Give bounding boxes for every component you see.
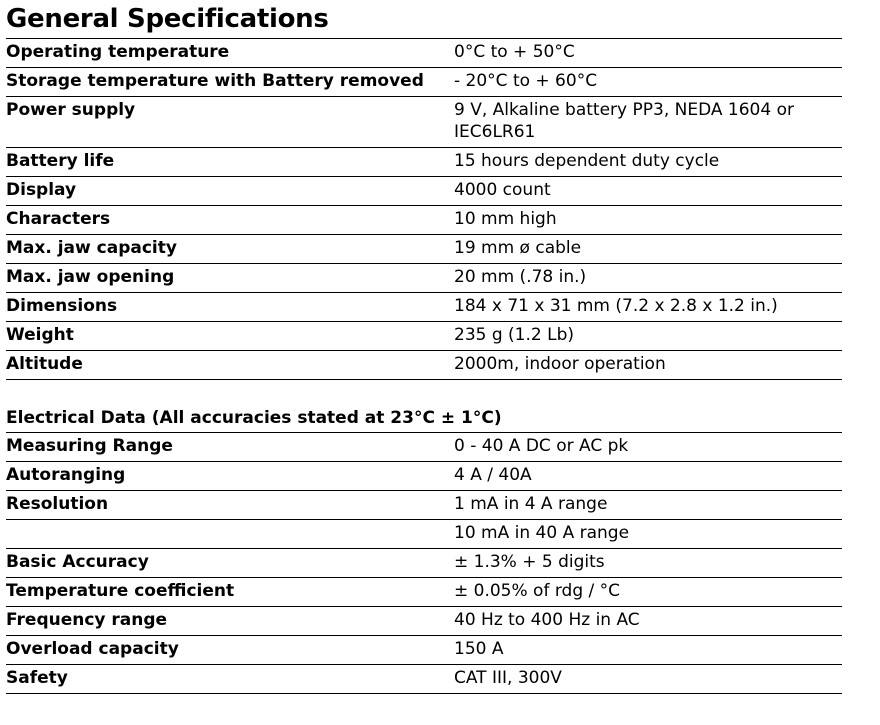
table-row	[6, 68, 842, 97]
table-row	[6, 491, 842, 520]
spec-value: ± 1.3% + 5 digits	[446, 549, 842, 578]
spec-label: Overload capacity	[6, 636, 446, 665]
table-row	[6, 549, 842, 578]
spec-label: Battery life	[6, 148, 446, 177]
table-row	[6, 97, 842, 148]
table-row	[6, 636, 842, 665]
electrical-data-table	[6, 432, 842, 694]
spec-value: ± 0.05% of rdg / °C	[446, 578, 842, 607]
spec-label: Max. jaw capacity	[6, 235, 446, 264]
spec-value: 4000 count	[446, 177, 842, 206]
spec-value: 9 V, Alkaline battery PP3, NEDA 1604 or IEC6LR61	[446, 97, 842, 148]
spec-label: Temperature coefficient	[6, 578, 446, 607]
general-specifications-table	[6, 38, 842, 380]
table-row	[6, 433, 842, 462]
table-row	[6, 520, 842, 549]
table-row	[6, 39, 842, 68]
spec-label: Max. jaw opening	[6, 264, 446, 293]
general-specifications-title: General Specifications	[6, 4, 329, 34]
spec-value: - 20°C to + 60°C	[446, 68, 842, 97]
table-row	[6, 206, 842, 235]
spec-label: Storage temperature with Battery removed	[6, 68, 446, 97]
table-row	[6, 293, 842, 322]
spec-value: 15 hours dependent duty cycle	[446, 148, 842, 177]
spec-value: 0 - 40 A DC or AC pk	[446, 433, 842, 462]
spec-value: 235 g (1.2 Lb)	[446, 322, 842, 351]
spec-label: Weight	[6, 322, 446, 351]
table-row	[6, 264, 842, 293]
table-row	[6, 235, 842, 264]
spec-value: 184 x 71 x 31 mm (7.2 x 2.8 x 1.2 in.)	[446, 293, 842, 322]
spec-label: Resolution	[6, 491, 446, 520]
spec-value: 10 mA in 40 A range	[446, 520, 842, 549]
table-row	[6, 351, 842, 380]
spec-label: Operating temperature	[6, 39, 446, 68]
spec-value: 40 Hz to 400 Hz in AC	[446, 607, 842, 636]
spec-label: Autoranging	[6, 462, 446, 491]
spec-label: Characters	[6, 206, 446, 235]
table-row	[6, 578, 842, 607]
table-row	[6, 607, 842, 636]
electrical-data-title: Electrical Data (All accuracies stated at 23°C ± 1°C)	[6, 408, 502, 428]
spec-value: 150 A	[446, 636, 842, 665]
table-row	[6, 177, 842, 206]
spec-label: Power supply	[6, 97, 446, 148]
spec-value: 4 A / 40A	[446, 462, 842, 491]
spec-value: 20 mm (.78 in.)	[446, 264, 842, 293]
spec-label: Safety	[6, 665, 446, 694]
spec-label: Frequency range	[6, 607, 446, 636]
table-row	[6, 462, 842, 491]
table-row	[6, 665, 842, 694]
spec-label: Altitude	[6, 351, 446, 380]
spec-label: Display	[6, 177, 446, 206]
spec-value: 2000m, indoor operation	[446, 351, 842, 380]
spec-label: Basic Accuracy	[6, 549, 446, 578]
spec-value: 0°C to + 50°C	[446, 39, 842, 68]
spec-label	[6, 520, 446, 549]
table-row	[6, 148, 842, 177]
spec-label: Measuring Range	[6, 433, 446, 462]
spec-value: 19 mm ø cable	[446, 235, 842, 264]
spec-label: Dimensions	[6, 293, 446, 322]
spec-value: 1 mA in 4 A range	[446, 491, 842, 520]
spec-value: 10 mm high	[446, 206, 842, 235]
spec-value: CAT III, 300V	[446, 665, 842, 694]
table-row	[6, 322, 842, 351]
